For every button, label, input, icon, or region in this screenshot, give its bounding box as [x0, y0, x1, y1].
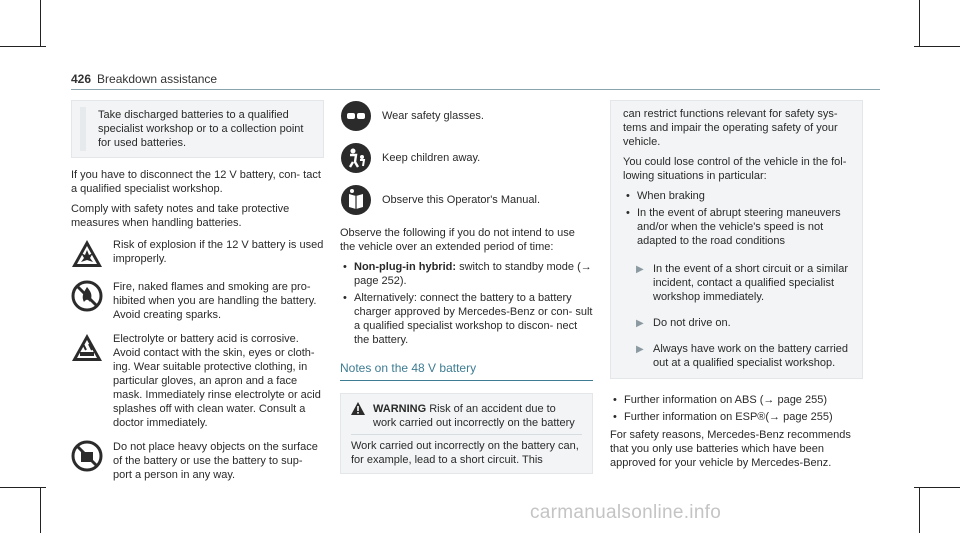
crop-mark — [0, 46, 46, 47]
crop-mark — [40, 487, 41, 533]
warning-continuation-box — [610, 100, 863, 379]
warning-row — [71, 280, 324, 322]
column-2 — [340, 100, 593, 474]
crop-mark — [0, 487, 46, 488]
paragraph: Comply with safety notes and take protective measures when handling batteries. — [71, 203, 290, 229]
note-box — [71, 100, 324, 158]
warning-body: Work carried out incorrectly on the battery can, for example, lead to a short circuit. This — [351, 440, 579, 466]
crop-mark — [919, 0, 920, 46]
warning-row — [71, 332, 324, 430]
warning-row — [71, 440, 324, 482]
list-item-text: switch to standby mode (→ page 252). — [354, 261, 592, 287]
warning-text: Risk of explosion if the 12 V battery is used improperly. — [113, 239, 324, 265]
warning-header — [351, 402, 582, 430]
instruction-row — [340, 100, 593, 132]
action-text: In the event of a short circuit or a similar incident, contact a qualified specialist workshop immediately. — [653, 263, 849, 303]
paragraph: Observe the following if you do not intend to use the vehicle over an extended period of time: — [340, 227, 575, 253]
list-item-term: Non-plug-in hybrid: — [354, 261, 457, 273]
explosion-warning-icon — [71, 238, 103, 270]
page-number: 426 — [71, 72, 92, 86]
warning-heading-text: Risk of an accident due to work carried out incorrectly on the battery — [373, 403, 575, 429]
bullet-list — [623, 189, 852, 248]
crop-mark — [914, 46, 960, 47]
instruction-text: Wear safety glasses. — [382, 110, 484, 122]
arrow-icon: ▶ — [636, 318, 644, 329]
no-heavy-objects-icon — [71, 440, 103, 472]
arrow-icon: ▶ — [636, 344, 644, 355]
operators-manual-icon — [340, 184, 372, 216]
page-header — [71, 72, 217, 86]
action-item — [623, 262, 852, 304]
instruction-text: Keep children away. — [382, 152, 481, 164]
warning-text: Electrolyte or battery acid is corrosive. Avoid contact with the skin, eyes or cloth- ing. Wear suitable protective clothing, in particular gloves, an apron and a face mask. Immediately rinse electrolyte or acid splashes off with clean water. Consult a doctor immediately. — [113, 333, 321, 429]
section-title-header: Breakdown assistance — [97, 72, 218, 86]
arrow-icon: ▶ — [636, 264, 644, 275]
list-item: • Further information on ABS (→ page 255) — [610, 393, 863, 407]
warning-text: Do not place heavy objects on the surface of the battery or use the battery to sup- port a person in any way. — [113, 441, 318, 481]
divider — [351, 434, 582, 435]
paragraph: You could lose control of the vehicle in the fol- lowing situations in particular: — [623, 156, 847, 182]
instruction-row — [340, 184, 593, 216]
list-item — [340, 291, 593, 347]
action-item — [623, 342, 852, 370]
crop-mark — [919, 487, 920, 533]
paragraph: If you have to disconnect the 12 V battery, con- tact a qualified specialist workshop. — [71, 169, 321, 195]
column-1 — [71, 100, 324, 492]
paragraph: can restrict functions relevant for safety sys- tems and impair the operating safety of your vehicle. — [623, 108, 838, 148]
list-item: • In the event of abrupt steering maneuvers and/or when the vehicle's speed is not adapted to the road conditions — [623, 206, 852, 248]
crop-mark — [914, 487, 960, 488]
safety-glasses-icon — [340, 100, 372, 132]
bullet-list — [340, 260, 593, 347]
corrosive-warning-icon — [71, 332, 103, 364]
list-item-text: Alternatively: connect the battery to a battery charger approved by Mercedes-Benz or con- sult a qualified specialist workshop to discon- nect the battery. — [354, 292, 593, 346]
keep-children-away-icon — [340, 142, 372, 174]
action-item — [623, 316, 852, 330]
warning-heading — [373, 402, 582, 430]
no-fire-icon — [71, 280, 103, 312]
header-rule — [71, 89, 880, 90]
bullet-list — [610, 393, 863, 424]
column-3 — [610, 100, 863, 476]
action-text: Do not drive on. — [653, 317, 731, 329]
list-item — [340, 260, 593, 288]
watermark: carmanualsonline.info — [530, 502, 722, 523]
warning-text: Fire, naked flames and smoking are pro- hibited when you are handling the battery. Avoid creating sparks. — [113, 281, 317, 321]
instruction-row — [340, 142, 593, 174]
warning-box — [340, 393, 593, 474]
warning-triangle-icon — [351, 402, 365, 415]
crop-mark — [40, 0, 41, 46]
section-title: Notes on the 48 V battery — [340, 361, 593, 381]
note-text: Take discharged batteries to a qualified specialist workshop or to a collection point for used batteries. — [98, 109, 304, 149]
list-item: • Further information on ESP®(→ page 255) — [610, 410, 863, 424]
warning-row — [71, 238, 324, 270]
action-text: Always have work on the battery carried out at a qualified specialist workshop. — [653, 343, 849, 369]
warning-label: WARNING — [373, 403, 427, 415]
paragraph: For safety reasons, Mercedes-Benz recommends that you only use batteries which have been approved for your vehicle by Mercedes-Benz. — [610, 429, 851, 469]
instruction-text: Observe this Operator's Manual. — [382, 194, 541, 206]
list-item: • When braking — [623, 189, 852, 203]
